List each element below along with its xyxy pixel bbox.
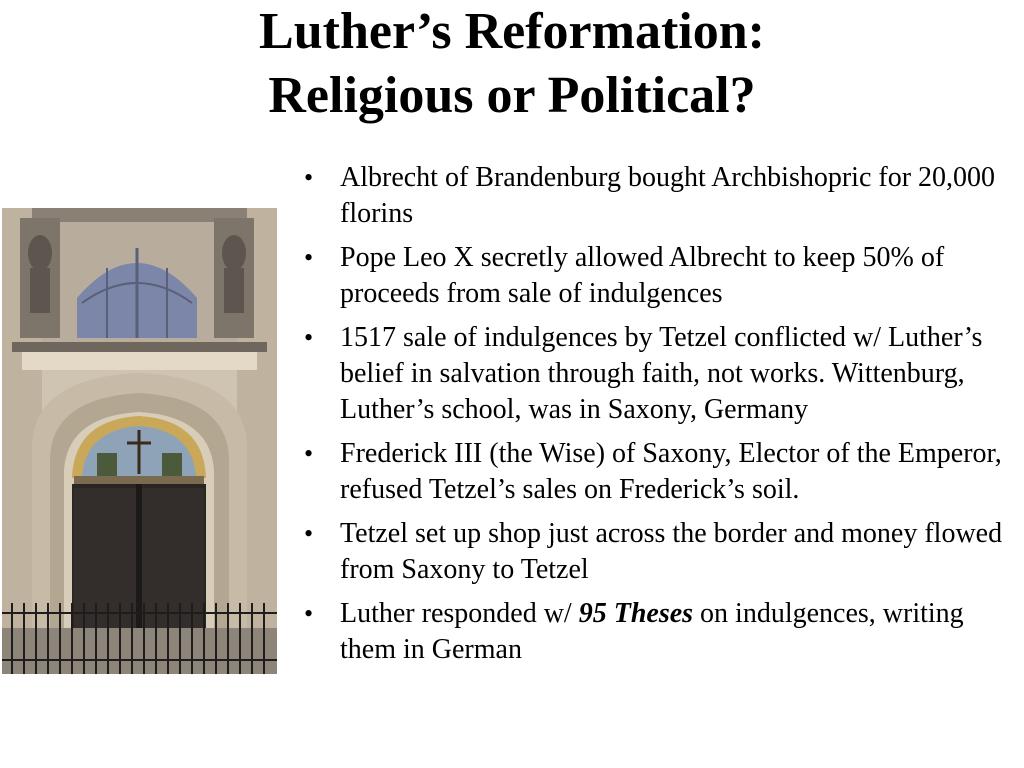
bullet-item — [302, 516, 1014, 588]
bullet-item — [302, 436, 1014, 508]
bullet-text: Frederick III (the Wise) of Saxony, Elector of the Emperor, refused Tetzel’s sales on Frederick’s soil. — [340, 438, 1002, 505]
bullet-text: Pope Leo X secretly allowed Albrecht to keep 50% of proceeds from sale of indulgences — [340, 242, 945, 309]
title-line-2: Religious or Political? — [268, 67, 756, 124]
theses-emphasis: 95 Theses — [578, 598, 694, 629]
bullet-text — [340, 598, 964, 665]
bullet-list — [302, 160, 1014, 676]
bullet-glyph: • — [304, 243, 314, 272]
bullet-glyph: • — [304, 519, 314, 548]
bullet-item — [302, 596, 1014, 668]
bullet-glyph: • — [304, 599, 314, 628]
bullet-item — [302, 240, 1014, 312]
bullet-glyph: • — [304, 163, 314, 192]
bullet-text-before: Luther responded w/ — [340, 598, 579, 629]
church-door-image — [2, 208, 277, 674]
title-line-1: Luther’s Reformation: — [259, 3, 765, 60]
bullet-text: Tetzel set up shop just across the border and money flowed from Saxony to Tetzel — [340, 518, 1003, 585]
bullet-item — [302, 160, 1014, 232]
bullet-glyph: • — [304, 323, 314, 352]
bullet-text: Albrecht of Brandenburg bought Archbishopric for 20,000 florins — [340, 162, 996, 229]
bullet-text: 1517 sale of indulgences by Tetzel conflicted w/ Luther’s belief in salvation through faith, not works. Wittenburg, Luther’s school, was in Saxony, Germany — [340, 322, 983, 425]
bullet-item — [302, 320, 1014, 428]
bullet-text-after: on indulgences, writing them in German — [340, 598, 964, 665]
bullet-glyph: • — [304, 439, 314, 468]
